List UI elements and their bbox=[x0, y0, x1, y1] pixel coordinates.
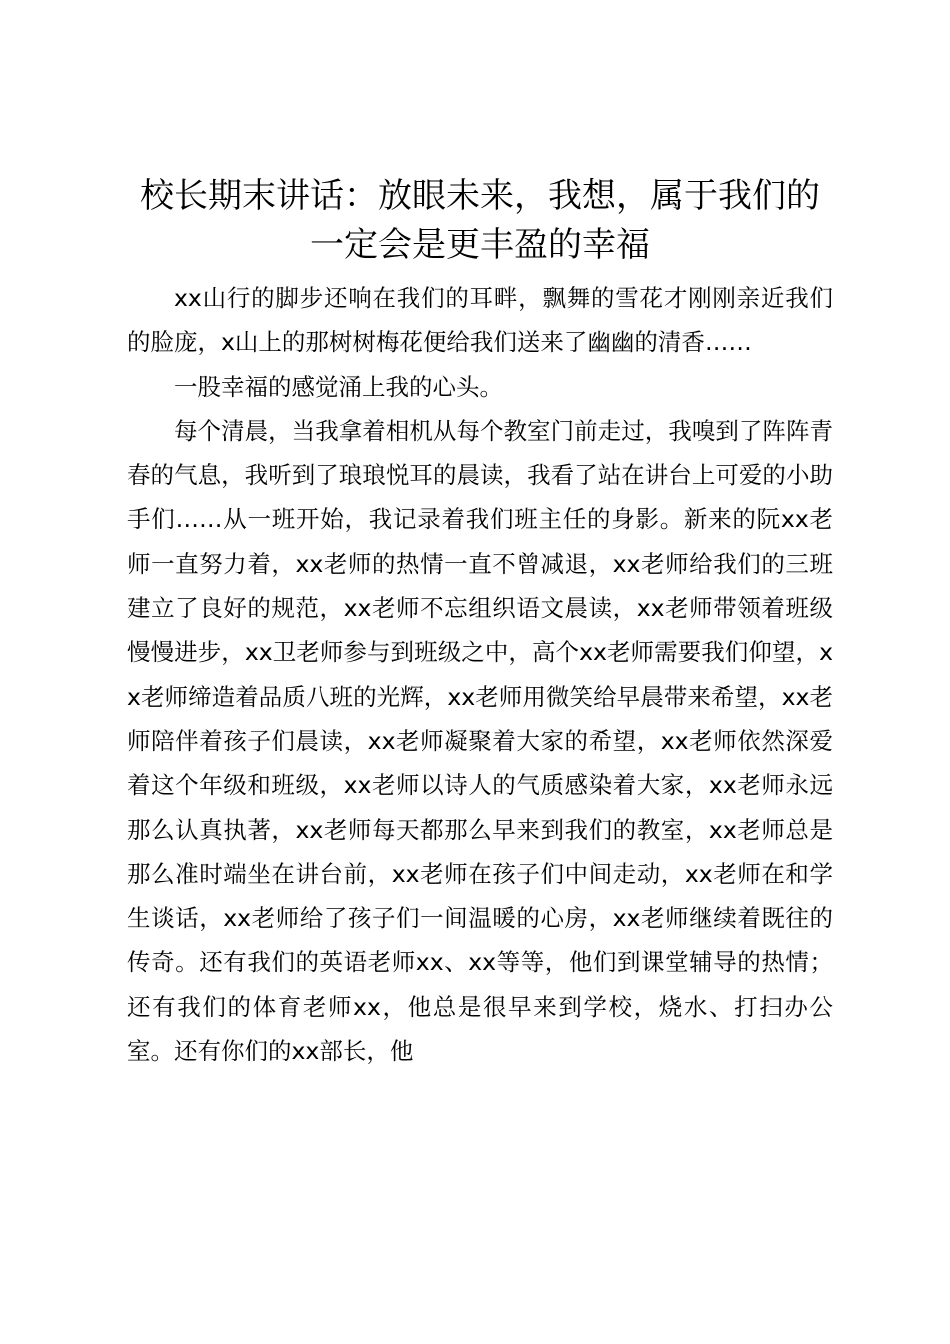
document-page bbox=[127, 172, 833, 1073]
title-line-2: 一定会是更丰盈的幸福 bbox=[310, 225, 650, 265]
paragraph-1: xx山行的脚步还响在我们的耳畔，飘舞的雪花才刚刚亲近我们的脸庞，x山上的那树树梅花便给我们送来了幽幽的清香…… bbox=[127, 284, 833, 357]
paragraph-3: 每个清晨，当我拿着相机从每个教室门前走过，我嗅到了阵阵青春的气息，我听到了琅琅悦耳的晨读，我看了站在讲台上可爱的小助手们……从一班开始，我记录着我们班主任的身影。新来的阮xx老师一直努力着，xx老师的热情一直不曾减退，xx老师给我们的三班建立了良好的规范，xx老师不忘组织语文晨读，xx老师带领着班级慢慢进步，xx卫老师参与到班级之中，高个xx老师需要我们仰望，xx老师缔造着品质八班的光辉，xx老师用微笑给早晨带来希望，xx老师陪伴着孩子们晨读，xx老师凝聚着大家的希望，xx老师依然深爱着这个年级和班级，xx老师以诗人的气质感染着大家，xx老师永远那么认真执著，xx老师每天都那么早来到我们的教室，xx老师总是那么准时端坐在讲台前，xx老师在孩子们中间走动，xx老师在和学生谈话，xx老师给了孩子们一间温暖的心房，xx老师继续着既往的传奇。还有我们的英语老师xx、xx等等，他们到课堂辅导的热情；还有我们的体育老师xx，他总是很早来到学校，烧水、打扫办公室。还有你们的xx部长，他 bbox=[127, 416, 833, 1066]
document-body bbox=[127, 276, 833, 1073]
paragraph-2: 一股幸福的感觉涌上我的心头。 bbox=[174, 372, 503, 401]
document-title bbox=[127, 172, 833, 270]
title-line-1: 校长期末讲话：放眼未来，我想，属于我们的 bbox=[140, 176, 820, 216]
